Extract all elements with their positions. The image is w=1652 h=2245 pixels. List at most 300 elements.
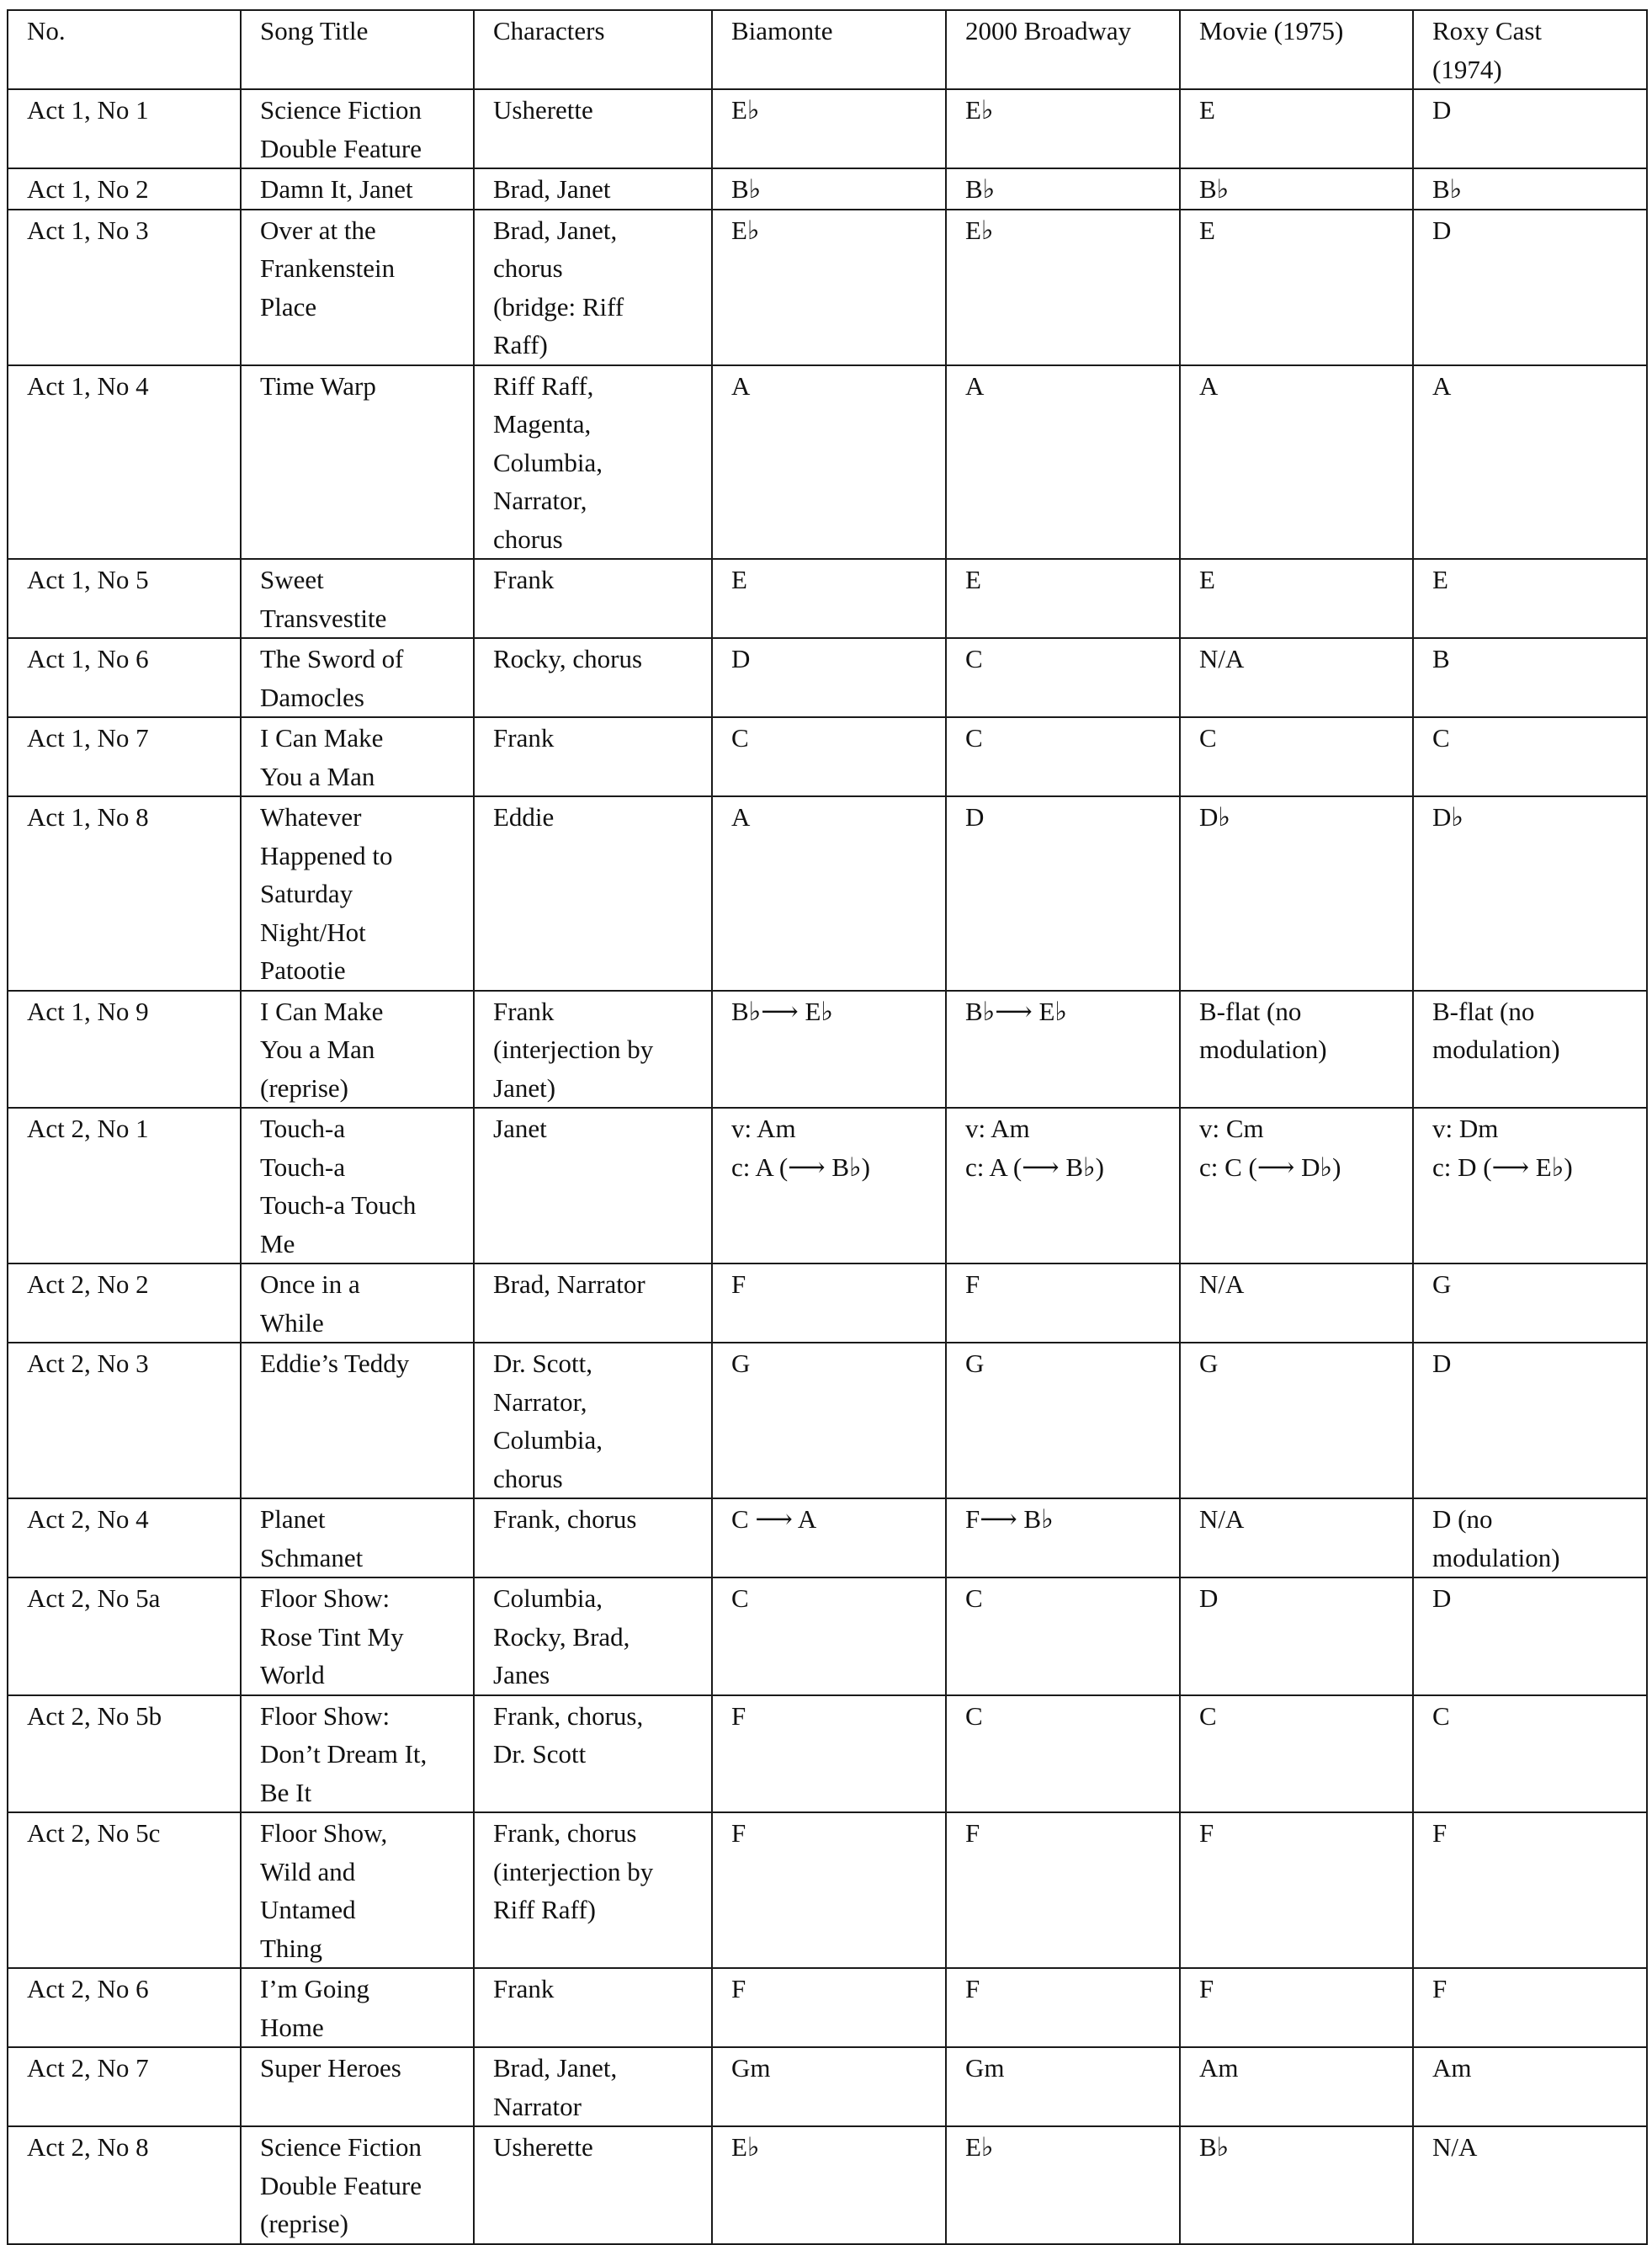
cell-biamonte-key [712,1343,946,1498]
cell-text-line: Gm [731,2053,771,2083]
cell-biamonte-key [712,1577,946,1695]
cell-song-title [241,1343,474,1498]
cell-number [8,991,241,1109]
cell-text-line: Eddie’s Teddy [260,1349,410,1378]
cell-roxy-cast-1974-key [1413,365,1647,560]
cell-text-line: Columbia, [493,1425,603,1455]
header-text-line: Movie (1975) [1199,16,1344,45]
cell-2000-broadway-key [946,1498,1180,1577]
cell-text-line: Planet [260,1504,326,1534]
cell-text-line: c: A (⟶ B♭) [731,1152,870,1182]
cell-text-line: Columbia, [493,1583,603,1613]
cell-text-line: D♭ [1199,802,1231,832]
cell-song-title [241,1812,474,1968]
cell-text-line: F [1199,1818,1214,1848]
header-characters [474,10,712,89]
cell-text-line: chorus [493,253,563,283]
cell-text-line: Double Feature [260,133,422,163]
cell-2000-broadway-key [946,2047,1180,2126]
cell-text-line: Wild and [260,1856,356,1886]
cell-characters [474,168,712,210]
cell-song-title [241,717,474,796]
cell-text-line: Damn It, Janet [260,174,413,204]
cell-text-line: Don’t Dream It, [260,1739,428,1769]
cell-text-line: chorus [493,1463,563,1493]
cell-text-line: (reprise) [260,2209,348,2238]
cell-text-line: E♭ [965,2132,994,2162]
cell-text-line: C [731,1583,749,1613]
cell-characters [474,89,712,168]
cell-text-line: G [731,1349,751,1378]
cell-text-line: Act 2, No 1 [27,1114,149,1143]
cell-movie-1975-key [1180,1968,1413,2047]
table-row [8,638,1647,717]
header-text-line: Song Title [260,16,369,45]
cell-text-line: Saturday [260,879,353,908]
cell-2000-broadway-key [946,89,1180,168]
cell-text-line: N/A [1199,1504,1245,1534]
cell-movie-1975-key [1180,1577,1413,1695]
cell-text-line: World [260,1660,325,1689]
cell-movie-1975-key [1180,1263,1413,1343]
cell-movie-1975-key [1180,638,1413,717]
table-row [8,365,1647,560]
cell-text-line: G [1432,1269,1452,1299]
cell-roxy-cast-1974-key [1413,796,1647,991]
cell-text-line: Damocles [260,682,364,712]
cell-2000-broadway-key [946,1577,1180,1695]
cell-text-line: Time Warp [260,370,376,401]
cell-biamonte-key [712,1263,946,1343]
cell-text-line: Riff Raff) [493,1895,596,1924]
cell-text-line: Act 2, No 8 [27,2132,149,2162]
cell-text-line: E♭ [731,95,760,125]
cell-roxy-cast-1974-key [1413,89,1647,168]
cell-movie-1975-key [1180,210,1413,365]
cell-text-line: Thing [260,1933,323,1963]
cell-text-line: Untamed [260,1895,356,1924]
cell-text-line: Schmanet [260,1542,364,1572]
cell-biamonte-key [712,168,946,210]
cell-movie-1975-key [1180,717,1413,796]
cell-text-line: Sweet [260,565,324,594]
header-biamonte [712,10,946,89]
cell-movie-1975-key [1180,2047,1413,2126]
cell-text-line: Science Fiction [260,95,422,125]
cell-text-line: Transvestite [260,603,387,633]
cell-song-title [241,1695,474,1813]
cell-characters [474,991,712,1109]
cell-text-line: Rocky, Brad, [493,1621,630,1652]
cell-text-line: B-flat (no [1199,996,1302,1026]
cell-characters [474,1343,712,1498]
cell-text-line: Am [1432,2053,1472,2083]
cell-characters [474,1812,712,1968]
cell-text-line: Science Fiction [260,2132,422,2162]
cell-text-line: E [1199,95,1215,125]
cell-text-line: D [965,802,985,832]
cell-text-line: c: A (⟶ B♭) [965,1152,1104,1182]
cell-number [8,717,241,796]
table-row [8,2047,1647,2126]
cell-text-line: v: Am [731,1114,796,1143]
cell-biamonte-key [712,559,946,638]
cell-2000-broadway-key [946,1695,1180,1813]
cell-number [8,2047,241,2126]
cell-text-line: C [1199,723,1217,753]
cell-biamonte-key [712,2047,946,2126]
cell-text-line: C [965,644,983,673]
cell-number [8,365,241,560]
song-key-table [7,9,1648,2245]
cell-number [8,1498,241,1577]
cell-text-line: D [1199,1583,1219,1613]
cell-number [8,638,241,717]
cell-2000-broadway-key [946,991,1180,1109]
cell-movie-1975-key [1180,1343,1413,1498]
cell-roxy-cast-1974-key [1413,2126,1647,2244]
cell-text-line: Gm [965,2053,1005,2083]
header-row [8,10,1647,89]
cell-number [8,1108,241,1263]
cell-text-line: chorus [493,524,563,554]
cell-roxy-cast-1974-key [1413,717,1647,796]
cell-characters [474,717,712,796]
cell-text-line: D [1432,95,1452,125]
cell-characters [474,1695,712,1813]
cell-text-line: Narrator, [493,1386,587,1417]
cell-number [8,2126,241,2244]
cell-number [8,89,241,168]
cell-text-line: Dr. Scott [493,1739,587,1769]
cell-text-line: Act 1, No 1 [27,95,149,125]
cell-text-line: Narrator [493,2091,582,2121]
cell-text-line: B-flat (no [1432,996,1535,1026]
cell-text-line: A [731,802,751,832]
cell-text-line: Rocky, chorus [493,644,643,673]
cell-text-line: N/A [1432,2132,1478,2162]
cell-text-line: Act 2, No 5b [27,1700,162,1731]
cell-text-line: D [1432,1349,1452,1378]
cell-roxy-cast-1974-key [1413,168,1647,210]
table-row [8,991,1647,1109]
cell-song-title [241,89,474,168]
cell-biamonte-key [712,1812,946,1968]
cell-text-line: F [1432,1974,1447,2003]
table-row [8,168,1647,210]
cell-text-line: G [1199,1349,1219,1378]
cell-text-line: Brad, Janet [493,174,611,204]
cell-text-line: E♭ [965,215,994,245]
cell-text-line: Act 2, No 7 [27,2053,149,2083]
table-row [8,210,1647,365]
cell-characters [474,796,712,991]
cell-roxy-cast-1974-key [1413,1108,1647,1263]
cell-song-title [241,168,474,210]
cell-text-line: Act 1, No 8 [27,802,149,832]
cell-text-line: B [1432,644,1450,673]
cell-text-line: F [1199,1974,1214,2003]
cell-text-line: B♭ [1432,174,1463,204]
cell-text-line: v: Cm [1199,1114,1264,1143]
cell-text-line: E [1432,565,1448,594]
cell-text-line: (bridge: Riff [493,291,624,322]
header-song-title [241,10,474,89]
cell-text-line: C [965,1583,983,1613]
cell-movie-1975-key [1180,1498,1413,1577]
table-row [8,89,1647,168]
header-roxy-cast-1974 [1413,10,1647,89]
cell-text-line: Me [260,1228,295,1258]
cell-biamonte-key [712,365,946,560]
table-row [8,1343,1647,1498]
cell-text-line: c: D (⟶ E♭) [1432,1152,1573,1182]
cell-movie-1975-key [1180,89,1413,168]
cell-text-line: (reprise) [260,1072,348,1103]
cell-number [8,210,241,365]
cell-biamonte-key [712,638,946,717]
cell-2000-broadway-key [946,1968,1180,2047]
cell-text-line: E [731,565,747,594]
cell-movie-1975-key [1180,559,1413,638]
header-text-line: (1974) [1432,54,1502,84]
cell-text-line: F [965,1974,980,2003]
cell-text-line: F [731,1818,746,1848]
cell-roxy-cast-1974-key [1413,1498,1647,1577]
cell-text-line: Janet [493,1114,547,1143]
cell-text-line: E [965,565,981,594]
cell-text-line: C [965,723,983,753]
cell-text-line: E♭ [731,2132,760,2162]
cell-text-line: D♭ [1432,802,1464,832]
cell-text-line: v: Dm [1432,1114,1499,1143]
cell-characters [474,559,712,638]
table-body [8,89,1647,2244]
cell-2000-broadway-key [946,168,1180,210]
cell-song-title [241,365,474,560]
cell-biamonte-key [712,2126,946,2244]
cell-text-line: G [965,1349,985,1378]
header-text-line: Roxy Cast [1432,16,1543,45]
cell-text-line: Frank [493,565,555,594]
cell-characters [474,1108,712,1263]
cell-text-line: F [731,1700,746,1731]
cell-roxy-cast-1974-key [1413,1812,1647,1968]
cell-text-line: Janes [493,1660,550,1689]
cell-text-line: Narrator, [493,486,587,515]
cell-number [8,1343,241,1498]
cell-2000-broadway-key [946,796,1180,991]
cell-text-line: N/A [1199,1269,1245,1299]
cell-text-line: I Can Make [260,996,384,1026]
cell-text-line: C [731,723,749,753]
cell-text-line: Riff Raff, [493,370,594,401]
cell-text-line: Brad, Janet, [493,2053,618,2083]
cell-text-line: While [260,1307,324,1338]
cell-text-line: E♭ [965,95,994,125]
cell-roxy-cast-1974-key [1413,1343,1647,1498]
cell-text-line: Whatever [260,802,362,832]
cell-characters [474,2047,712,2126]
cell-text-line: Place [260,291,317,322]
cell-biamonte-key [712,991,946,1109]
cell-text-line: Brad, Janet, [493,215,618,245]
cell-text-line: C [1432,1700,1450,1731]
cell-text-line: Super Heroes [260,2053,401,2083]
cell-text-line: B♭ [731,174,762,204]
cell-text-line: Act 1, No 7 [27,723,149,753]
cell-2000-broadway-key [946,2126,1180,2244]
cell-text-line: modulation) [1432,1035,1560,1064]
cell-text-line: The Sword of [260,644,404,673]
cell-text-line: Frankenstein [260,253,396,283]
cell-text-line: Frank, chorus [493,1504,637,1534]
cell-characters [474,365,712,560]
cell-number [8,1968,241,2047]
table-row [8,717,1647,796]
cell-text-line: modulation) [1432,1542,1560,1572]
cell-biamonte-key [712,717,946,796]
cell-text-line: Act 1, No 2 [27,174,149,204]
cell-text-line: C [1199,1700,1217,1731]
cell-number [8,796,241,991]
cell-text-line: Act 2, No 6 [27,1974,149,2003]
cell-text-line: Frank [493,996,555,1026]
cell-text-line: v: Am [965,1114,1030,1143]
cell-number [8,1812,241,1968]
cell-song-title [241,2126,474,2244]
cell-text-line: Be It [260,1777,312,1807]
cell-2000-broadway-key [946,717,1180,796]
cell-text-line: (interjection by [493,1856,654,1886]
cell-characters [474,210,712,365]
cell-text-line: Janet) [493,1072,556,1103]
cell-text-line: D [731,644,751,673]
cell-text-line: B♭⟶ E♭ [731,996,834,1026]
cell-roxy-cast-1974-key [1413,2047,1647,2126]
cell-text-line: I Can Make [260,723,384,753]
cell-text-line: Patootie [260,955,346,985]
cell-text-line: Usherette [493,2132,593,2162]
cell-text-line: Act 2, No 3 [27,1349,149,1378]
cell-song-title [241,1577,474,1695]
cell-text-line: Raff) [493,330,548,359]
cell-biamonte-key [712,210,946,365]
cell-roxy-cast-1974-key [1413,1263,1647,1343]
cell-text-line: Happened to [260,840,393,870]
cell-text-line: Eddie [493,802,555,832]
cell-characters [474,2126,712,2244]
cell-text-line: Act 2, No 5c [27,1818,161,1848]
cell-biamonte-key [712,1968,946,2047]
cell-text-line: E♭ [731,215,760,245]
cell-text-line: F [1432,1818,1447,1848]
cell-text-line: D [1432,1583,1452,1613]
cell-text-line: Floor Show: [260,1583,390,1613]
header-movie-1975 [1180,10,1413,89]
cell-number [8,1695,241,1813]
header-no [8,10,241,89]
cell-song-title [241,1263,474,1343]
cell-text-line: E [1199,565,1215,594]
cell-text-line: Act 2, No 5a [27,1583,161,1613]
cell-2000-broadway-key [946,1263,1180,1343]
cell-roxy-cast-1974-key [1413,991,1647,1109]
cell-text-line: Rose Tint My [260,1621,404,1652]
cell-number [8,168,241,210]
cell-song-title [241,1108,474,1263]
cell-text-line: Act 1, No 3 [27,215,149,245]
header-2000-broadway [946,10,1180,89]
cell-text-line: C [965,1700,983,1731]
cell-text-line: F [965,1818,980,1848]
table-row [8,1695,1647,1813]
cell-biamonte-key [712,1695,946,1813]
cell-movie-1975-key [1180,796,1413,991]
cell-text-line: modulation) [1199,1035,1327,1064]
cell-text-line: Act 2, No 4 [27,1504,149,1534]
cell-text-line: Act 1, No 5 [27,565,149,594]
cell-text-line: Night/Hot [260,917,366,947]
cell-text-line: Act 2, No 2 [27,1269,149,1299]
cell-text-line: Brad, Narrator [493,1269,645,1299]
table-row [8,559,1647,638]
cell-text-line: Frank [493,1974,555,2003]
cell-text-line: A [965,370,985,401]
table-row [8,1498,1647,1577]
cell-biamonte-key [712,796,946,991]
cell-text-line: A [1432,370,1452,401]
header-text-line: Characters [493,16,605,45]
cell-movie-1975-key [1180,2126,1413,2244]
cell-text-line: c: C (⟶ D♭) [1199,1152,1341,1182]
cell-song-title [241,2047,474,2126]
cell-song-title [241,210,474,365]
cell-2000-broadway-key [946,210,1180,365]
cell-song-title [241,638,474,717]
cell-biamonte-key [712,1498,946,1577]
cell-text-line: I’m Going [260,1974,370,2003]
cell-text-line: You a Man [260,1035,375,1064]
cell-text-line: Act 1, No 4 [27,370,149,401]
cell-text-line: B♭ [1199,2132,1230,2162]
cell-2000-broadway-key [946,1343,1180,1498]
cell-text-line: E [1199,215,1215,245]
cell-2000-broadway-key [946,365,1180,560]
cell-text-line: Usherette [493,95,593,125]
cell-song-title [241,1498,474,1577]
cell-movie-1975-key [1180,1108,1413,1263]
cell-text-line: Frank, chorus [493,1818,637,1848]
cell-characters [474,1263,712,1343]
cell-text-line: Am [1199,2053,1239,2083]
cell-movie-1975-key [1180,991,1413,1109]
table-row [8,1577,1647,1695]
cell-roxy-cast-1974-key [1413,1968,1647,2047]
cell-text-line: Frank, chorus, [493,1700,644,1731]
header-text-line: Biamonte [731,16,833,45]
cell-text-line: Touch-a [260,1114,346,1143]
cell-text-line: Once in a [260,1269,360,1299]
cell-song-title [241,991,474,1109]
cell-roxy-cast-1974-key [1413,1577,1647,1695]
cell-number [8,1577,241,1695]
table-row [8,1263,1647,1343]
cell-text-line: Magenta, [493,409,592,439]
cell-biamonte-key [712,1108,946,1263]
cell-movie-1975-key [1180,1695,1413,1813]
cell-roxy-cast-1974-key [1413,559,1647,638]
